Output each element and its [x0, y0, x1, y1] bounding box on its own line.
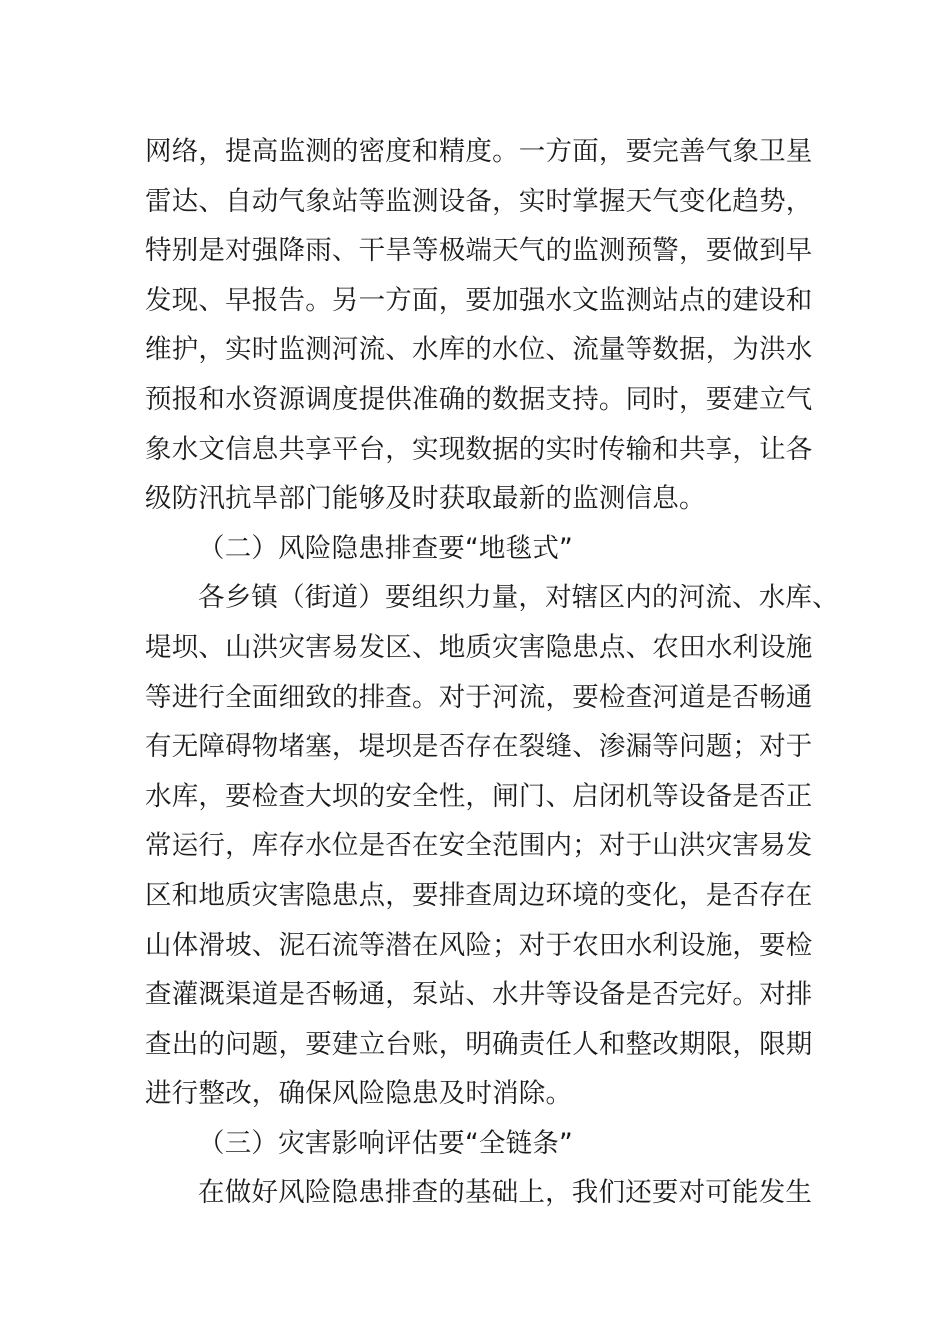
paragraph-line: 发现、早报告。另一方面，要加强水文监测站点的建设和 [145, 284, 813, 316]
document-body [145, 127, 839, 1218]
paragraph-line: 有无障碍物堵塞，堤坝是否存在裂缝、渗漏等问题；对于 [145, 731, 813, 763]
paragraph-line: 查出的问题，要建立台账，明确责任人和整改期限，限期 [145, 1028, 813, 1060]
paragraph-line: 预报和水资源调度提供准确的数据支持。同时，要建立气 [145, 383, 813, 415]
paragraph-line: 各乡镇（街道）要组织力量，对辖区内的河流、水库、 [198, 582, 839, 614]
paragraph-line: 象水文信息共享平台，实现数据的实时传输和共享，让各 [145, 433, 813, 465]
paragraph-line: 堤坝、山洪灾害易发区、地质灾害隐患点、农田水利设施 [145, 631, 813, 663]
paragraph-line: 山体滑坡、泥石流等潜在风险；对于农田水利设施，要检 [145, 929, 813, 961]
paragraph-line: 等进行全面细致的排查。对于河流，要检查河道是否畅通 [145, 681, 813, 713]
paragraph-line: 水库，要检查大坝的安全性，闸门、启闭机等设备是否正 [145, 780, 813, 812]
paragraph-line: 雷达、自动气象站等监测设备，实时掌握天气变化趋势， [145, 185, 813, 217]
paragraph-line: 常运行，库存水位是否在安全范围内；对于山洪灾害易发 [145, 830, 813, 862]
paragraph-line: 网络，提高监测的密度和精度。一方面，要完善气象卫星 [145, 136, 813, 167]
section-heading: （三）灾害影响评估要“全链条” [198, 1127, 573, 1159]
paragraph-line: 特别是对强降雨、干旱等极端天气的监测预警，要做到早 [145, 235, 813, 267]
paragraph-line: 级防汛抗旱部门能够及时获取最新的监测信息。 [145, 483, 706, 515]
paragraph-line: 维护，实时监测河流、水库的水位、流量等数据，为洪水 [145, 334, 813, 366]
paragraph-line: 进行整改，确保风险隐患及时消除。 [145, 1078, 573, 1110]
section-heading: （二）风险隐患排查要“地毯式” [198, 532, 573, 564]
paragraph-line: 在做好风险隐患排查的基础上，我们还要对可能发生 [198, 1177, 813, 1209]
paragraph-line: 查灌溉渠道是否畅通，泵站、水井等设备是否完好。对排 [145, 979, 813, 1011]
paragraph-line: 区和地质灾害隐患点，要排查周边环境的变化，是否存在 [145, 879, 813, 911]
